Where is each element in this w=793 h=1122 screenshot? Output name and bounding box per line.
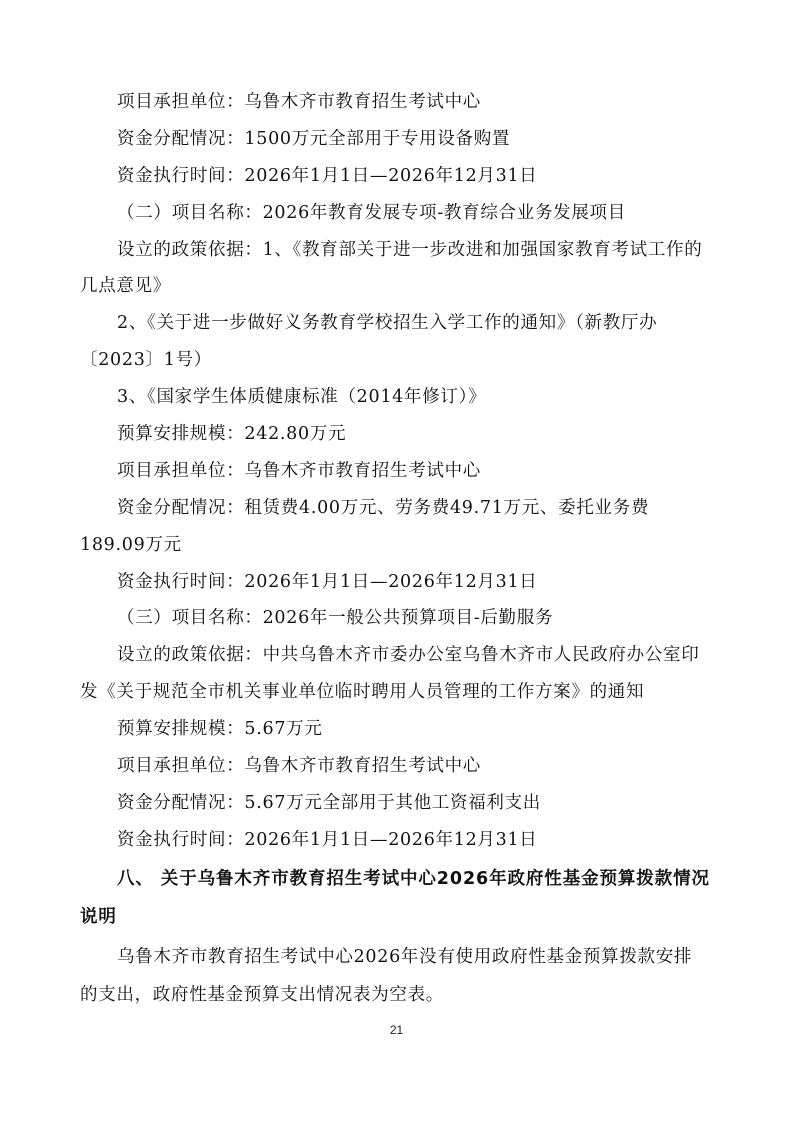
paragraph-line: 乌鲁木齐市教育招生考试中心2026年没有使用政府性基金预算拨款安排 <box>117 947 693 967</box>
paragraph-line: 资金分配情况：租赁费4.00万元、劳务费49.71万元、委托业务费 <box>117 498 650 518</box>
paragraph-line: 设立的政策依据：1、《教育部关于进一步改进和加强国家教育考试工作的 <box>117 240 703 260</box>
paragraph-line: 几点意见》 <box>80 276 171 296</box>
section-heading: 说明 <box>80 907 117 927</box>
paragraph-line: 预算安排规模：242.80万元 <box>117 424 347 444</box>
paragraph-line: 资金执行时间：2026年1月1日—2026年12月31日 <box>117 572 538 592</box>
paragraph-line: 预算安排规模：5.67万元 <box>117 719 323 739</box>
paragraph-line: 发《关于规范全市机关事业单位临时聘用人员管理的工作方案》的通知 <box>80 682 645 702</box>
paragraph-line: 项目承担单位：乌鲁木齐市教育招生考试中心 <box>117 92 481 112</box>
section-heading: 八、 关于乌鲁木齐市教育招生考试中心2026年政府性基金预算拨款情况 <box>117 869 710 889</box>
paragraph-line: 项目承担单位：乌鲁木齐市教育招生考试中心 <box>117 461 481 481</box>
subsection-heading: （二）项目名称：2026年教育发展专项-教育综合业务发展项目 <box>117 203 626 223</box>
paragraph-line: 189.09万元 <box>80 535 182 555</box>
paragraph-line: 2、《关于进一步做好义务教育学校招生入学工作的通知》（新教厅办 <box>117 313 658 333</box>
paragraph-line: 资金执行时间：2026年1月1日—2026年12月31日 <box>117 166 538 186</box>
page-number: 21 <box>389 1023 404 1037</box>
paragraph-line: 资金分配情况：5.67万元全部用于其他工资福利支出 <box>117 793 541 813</box>
paragraph-line: 资金执行时间：2026年1月1日—2026年12月31日 <box>117 830 538 850</box>
paragraph-line: 项目承担单位：乌鲁木齐市教育招生考试中心 <box>117 756 481 776</box>
subsection-heading: （三）项目名称：2026年一般公共预算项目-后勤服务 <box>117 608 554 628</box>
paragraph-line: 的支出，政府性基金预算支出情况表为空表。 <box>80 985 444 1005</box>
paragraph-line: 〔2023〕1号） <box>80 350 212 370</box>
paragraph-line: 设立的政策依据：中共乌鲁木齐市委办公室乌鲁木齐市人民政府办公室印 <box>117 645 700 665</box>
paragraph-line: 资金分配情况：1500万元全部用于专用设备购置 <box>117 129 511 149</box>
paragraph-line: 3、《国家学生体质健康标准（2014年修订）》 <box>117 387 487 407</box>
